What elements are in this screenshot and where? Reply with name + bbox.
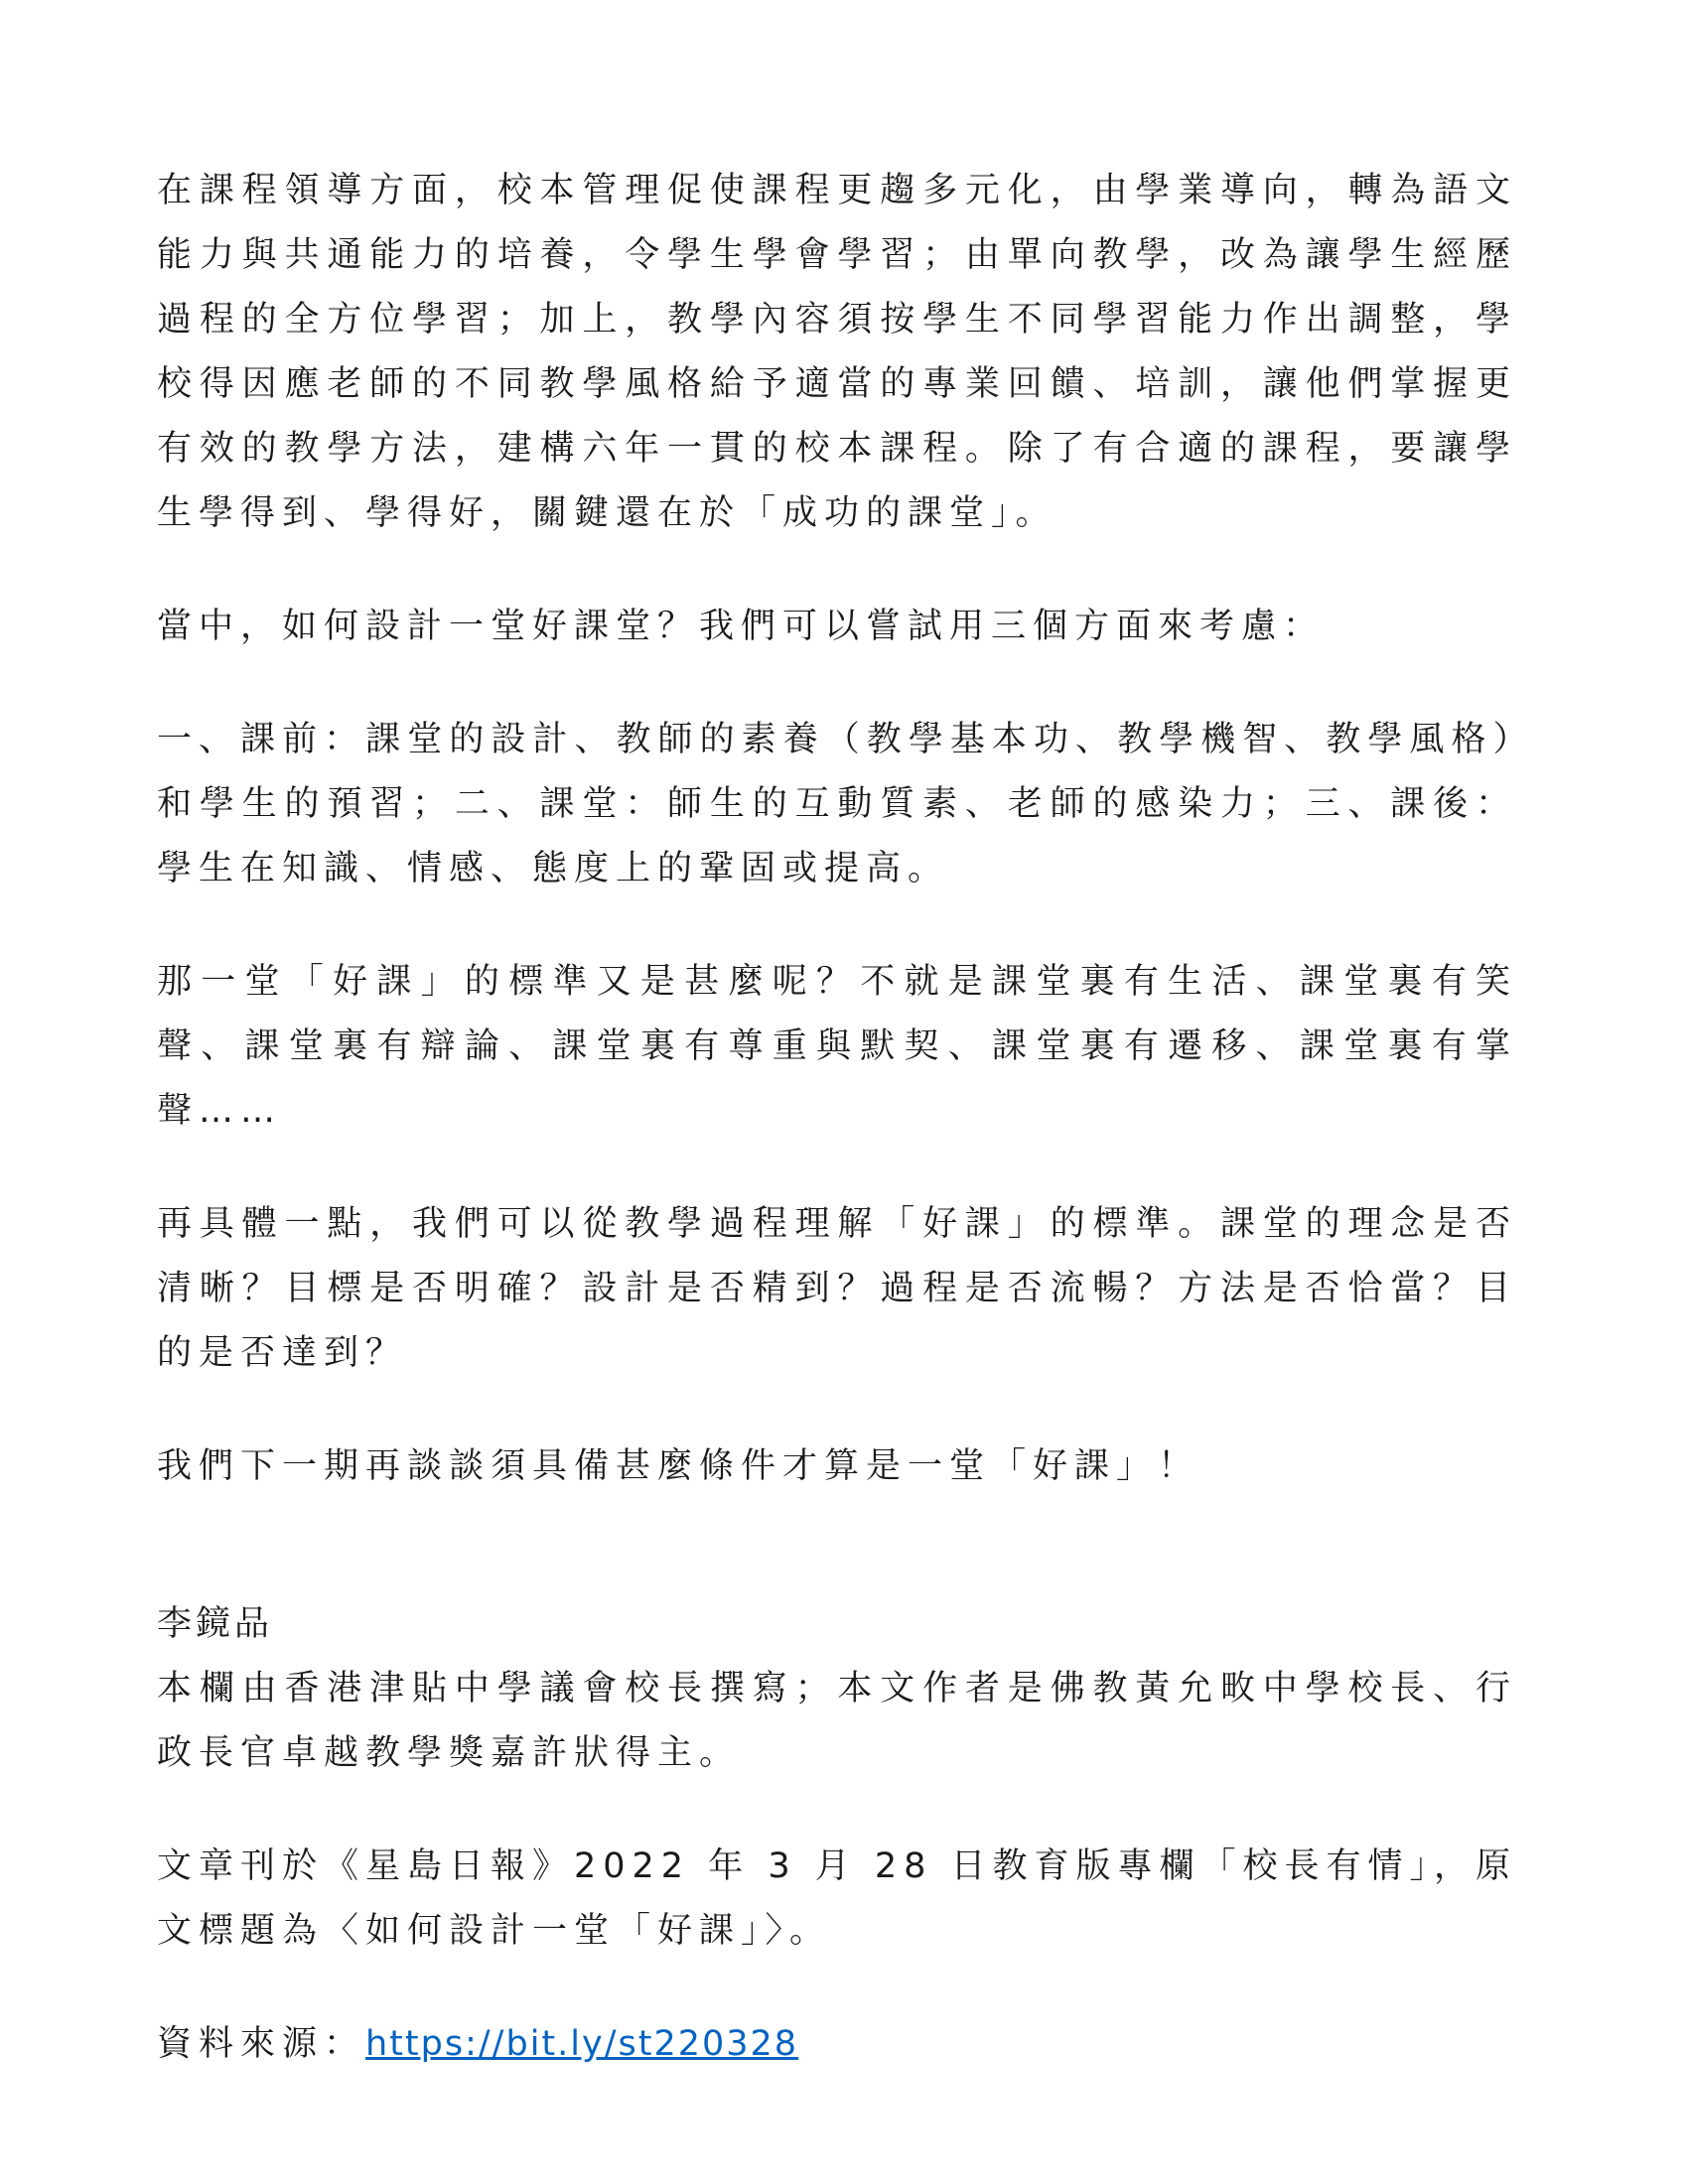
paragraph-good-lesson-standard: 那一堂「好課」的標準又是甚麼呢？不就是課堂裏有生活、課堂裏有笑聲、課堂裏有辯論、課堂裏有尊重與默契、課堂裏有遷移、課堂裏有掌聲……	[157, 962, 1517, 1131]
publication-note: 文章刊於《星島日報》2022 年 3 月 28 日教育版專欄「校長有情」，原文標題為〈如何設計一堂「好課」〉。	[157, 1846, 1518, 1951]
paragraph-next-issue: 我們下一期再談談須具備甚麼條件才算是一堂「好課」！	[157, 1446, 1200, 1486]
author-bio: 本欄由香港津貼中學議會校長撰寫；本文作者是佛教黃允畋中學校長、行政長官卓越教學獎嘉許狀得主。	[157, 1669, 1517, 1773]
paragraph-design-question: 當中，如何設計一堂好課堂？我們可以嘗試用三個方面來考慮：	[157, 607, 1326, 646]
source-label: 資料來源：	[157, 2024, 366, 2064]
author-name: 李鏡品	[157, 1604, 274, 1644]
article-page	[157, 159, 1517, 2077]
paragraph-three-aspects: 一、課前：課堂的設計、教師的素養（教學基本功、教學機智、教學風格）和學生的預習；二、課堂：師生的互動質素、老師的感染力；三、課後：學生在知識、情感、態度上的鞏固或提高。	[157, 720, 1517, 888]
paragraph-teaching-process: 再具體一點，我們可以從教學過程理解「好課」的標準。課堂的理念是否清晰？目標是否明確？設計是否精到？過程是否流暢？方法是否恰當？目的是否達到？	[157, 1204, 1517, 1373]
paragraph-curriculum-leadership: 在課程領導方面，校本管理促使課程更趨多元化，由學業導向，轉為語文能力與共通能力的培養，令學生學會學習；由單向教學，改為讓學生經歷過程的全方位學習；加上，教學內容須按學生不同學習能力作出調整，學校得因應老師的不同教學風格給予適當的專業回饋、培訓，讓他們掌握更有效的教學方法，建構六年一貫的校本課程。除了有合適的課程，要讓學生學得到、學得好，關鍵還在於「成功的課堂」。	[157, 171, 1517, 533]
source-line	[157, 2012, 1517, 2077]
source-link[interactable]: https://bit.ly/st220328	[365, 2024, 799, 2064]
